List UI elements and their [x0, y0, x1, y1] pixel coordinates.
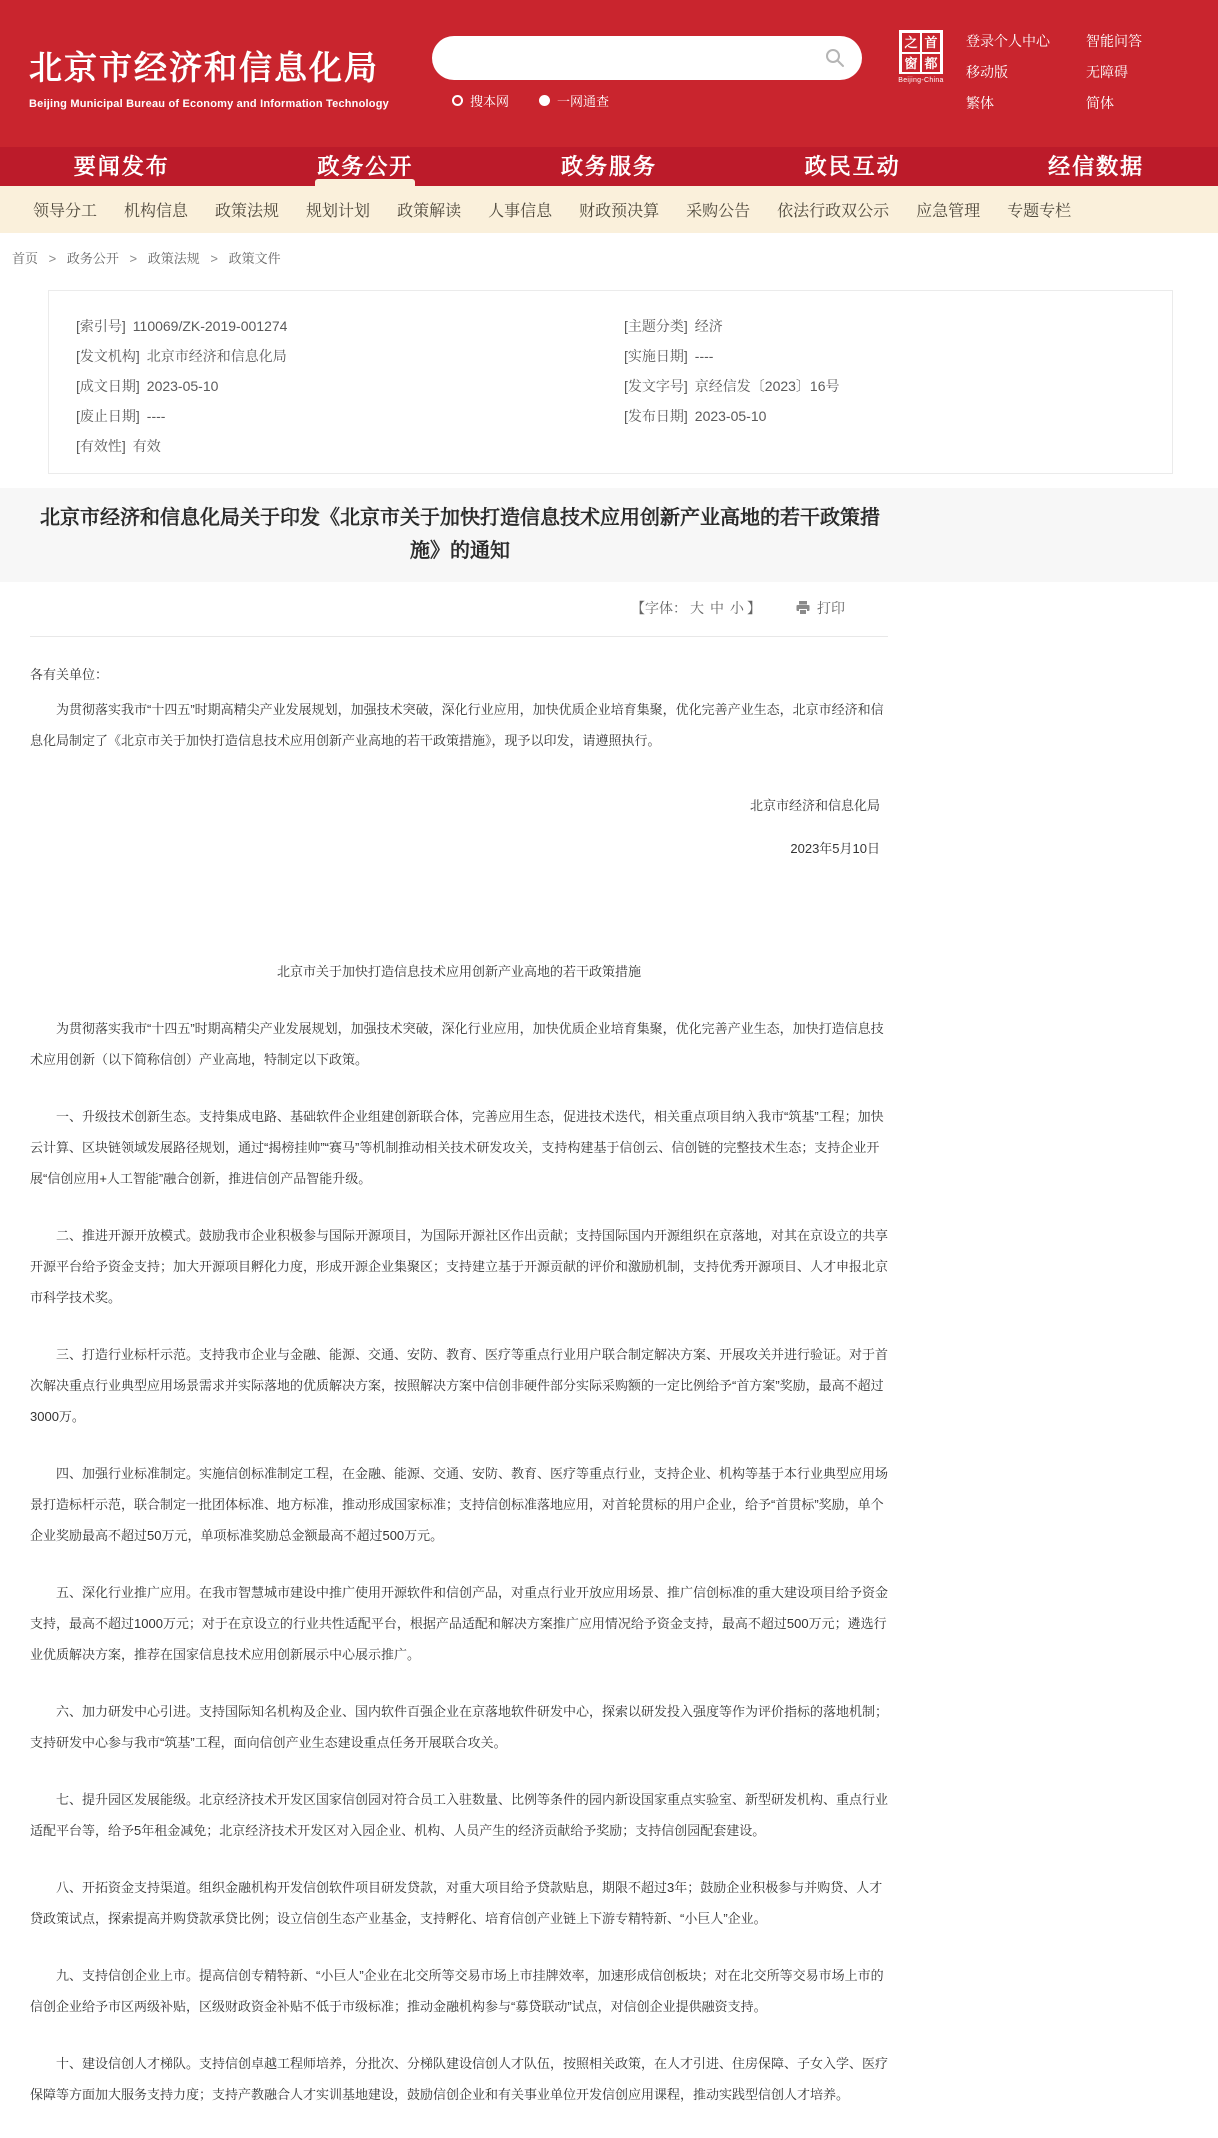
paragraph-5: 五、深化行业推广应用。在我市智慧城市建设中推广使用开源软件和信创产品，对重点行业开放应用场景、推广信创标准的重大建设项目给予资金支持，最高不超过1000万元；对于在京设立的行业共性适配平台，根据产品适配和解决方案推广应用情况给予资金支持，最高不超过500万元；遴选行业优质解决方案，推荐在国家信息技术应用创新展示中心展示推广。 — [30, 1585, 889, 1662]
simplified-chinese-link[interactable]: 简体 — [1086, 95, 1114, 111]
subnav-personnel[interactable]: 人事信息 — [488, 203, 553, 220]
paragraph-7: 七、提升园区发展能级。北京经济技术开发区国家信创园对符合员工入驻数量、比例等条件的园内新设国家重点实验室、新型研发机构、重点行业适配平台等，给予5年租金减免；北京经济技术开发区对入园企业、机构、人员产生的经济贡献给予奖励；支持信创园配套建设。 — [30, 1792, 889, 1838]
search-input[interactable] — [452, 43, 812, 73]
sub-nav — [0, 186, 1218, 233]
printer-icon — [795, 600, 811, 616]
seal-char: 之 — [901, 32, 921, 53]
subnav-policy-interpretation[interactable]: 政策解读 — [397, 203, 462, 220]
search-scope-site-label: 搜本网 — [470, 94, 510, 109]
accessibility-link[interactable]: 无障碍 — [1086, 64, 1128, 80]
print-button[interactable] — [795, 598, 845, 618]
meta-col-left — [76, 311, 624, 461]
breadcrumb-policies[interactable]: 政策法规 — [147, 251, 200, 266]
traditional-chinese-link[interactable]: 繁体 — [966, 95, 994, 111]
seal-char: 窗 — [901, 53, 921, 74]
font-size-medium-button[interactable]: 中 — [710, 600, 724, 616]
meta-publish-date: [发布日期] 2023-05-10 — [624, 408, 767, 424]
title-container — [0, 502, 920, 568]
page-title: 北京市经济和信息化局关于印发《北京市关于加快打造信息技术应用创新产业高地的若干政策措施》的通知 — [40, 507, 880, 562]
subnav-budget[interactable]: 财政预决算 — [579, 203, 660, 220]
breadcrumb — [0, 233, 1218, 279]
seal-char: 都 — [921, 53, 941, 74]
paragraph-1: 一、升级技术创新生态。支持集成电路、基础软件企业组建创新联合体，完善应用生态，促进技术迭代，相关重点项目纳入我市“筑基”工程；加快云计算、区块链领域发展路径规划，通过“揭榜挂帅”“赛马”等机制推动相关技术研发攻关，支持构建基于信创云、信创链的完整技术生态；支持企业开展“信创应用+人工智能”融合创新，推进信创产品智能升级。 — [30, 1109, 884, 1186]
paragraph-9: 九、支持信创企业上市。提高信创专精特新、“小巨人”企业在北交所等交易市场上市挂牌效率，加速形成信创板块；对在北交所等交易市场上市的信创企业给予市区两级补贴，区级财政资金补贴不低于市级标准；推动金融机构参与“募贷联动”试点，对信创企业提供融资支持。 — [30, 1968, 884, 2014]
seal-icon — [899, 30, 943, 74]
breadcrumb-separator: > — [210, 251, 218, 266]
search-box[interactable] — [432, 36, 862, 80]
mobile-version-link[interactable]: 移动版 — [966, 64, 1008, 80]
meta-topic-category: [主题分类] 经济 — [624, 318, 723, 334]
font-size-small-button[interactable]: 小 — [730, 600, 744, 616]
site-subtitle: Beijing Municipal Bureau of Economy and Information Technology — [29, 98, 389, 110]
meta-written-date: [成文日期] 2023-05-10 — [76, 378, 219, 394]
signature-org: 北京市经济和信息化局 — [749, 798, 880, 813]
seal-char: 首 — [921, 32, 941, 53]
site-header — [0, 0, 1218, 147]
radio-dot-icon — [539, 95, 550, 106]
breadcrumb-separator: > — [48, 251, 57, 266]
breadcrumb-current: 政策文件 — [228, 251, 281, 266]
font-controls-prefix: 【字体： — [631, 600, 687, 616]
meta-document-number: [发文字号] 京经信发〔2023〕16号 — [624, 378, 840, 394]
search-scope-all[interactable] — [539, 91, 609, 110]
nav-item-gov-affairs-open[interactable]: 政务公开 — [244, 147, 488, 186]
subnav-emergency[interactable]: 应急管理 — [916, 203, 981, 220]
capital-window-seal-logo[interactable] — [893, 30, 949, 84]
header-links — [966, 31, 1142, 113]
breadcrumb-separator: > — [129, 251, 138, 266]
subnav-org-info[interactable]: 机构信息 — [124, 203, 189, 220]
search-scope-options — [432, 91, 862, 110]
nav-item-industry-data[interactable]: 经信数据 — [1048, 154, 1145, 179]
breadcrumb-home[interactable]: 首页 — [12, 251, 39, 266]
paragraph-3: 三、打造行业标杆示范。支持我市企业与金融、能源、交通、安防、教育、医疗等重点行业用户联合制定解决方案、开展攻关并进行验证。对于首次解决重点行业典型应用场景需求并实际落地的优质解决方案，按照解决方案中信创非硬件部分实际采购额的一定比例给予“首方案”奖励，最高不超过3000万。 — [30, 1347, 889, 1424]
nav-item-gov-services[interactable]: 政务服务 — [560, 154, 657, 179]
site-logo[interactable] — [29, 42, 389, 110]
article-body — [0, 636, 920, 2110]
paragraph-8: 八、开拓资金支持渠道。组织金融机构开发信创软件项目研发贷款，对重大项目给予贷款贴息，期限不超过3年；鼓励企业积极参与并购贷、人才贷政策试点，探索提高并购贷款承贷比例；设立信创生态产业基金，支持孵化、培育信创产业链上下游专精特新、“小巨人”企业。 — [30, 1880, 883, 1926]
subnav-procurement[interactable]: 采购公告 — [686, 203, 751, 220]
login-personal-center-link[interactable]: 登录个人中心 — [966, 33, 1050, 49]
title-band — [0, 488, 1218, 582]
font-size-controls — [631, 598, 761, 618]
header-links-col1 — [966, 31, 1050, 113]
subnav-law-disclosure[interactable]: 依法行政双公示 — [777, 203, 890, 220]
radio-ring-icon — [452, 95, 463, 106]
meta-repeal-date: [废止日期] ---- — [76, 408, 166, 424]
seal-caption: Beijing-China — [898, 77, 944, 84]
attached-document-title: 北京市关于加快打造信息技术应用创新产业高地的若干政策措施 — [276, 964, 641, 979]
document-meta-table — [48, 290, 1173, 474]
search-area — [432, 36, 862, 110]
paragraph-6: 六、加力研发中心引进。支持国际知名机构及企业、国内软件百强企业在京落地软件研发中心，探索以研发投入强度等作为评价指标的落地机制；支持研发中心参与我市“筑基”工程，面向信创产业生态建设重点任务开展联合攻关。 — [30, 1704, 889, 1750]
paragraph-preamble: 为贯彻落实我市“十四五”时期高精尖产业发展规划，加强技术突破，深化行业应用，加快优质企业培育集聚，优化完善产业生态，加快打造信息技术应用创新（以下简称信创）产业高地，特制定以下政策。 — [30, 1021, 884, 1067]
subnav-leadership[interactable]: 领导分工 — [33, 203, 98, 220]
article-divider — [30, 636, 888, 637]
print-label: 打印 — [817, 600, 845, 616]
search-scope-all-label: 一网通查 — [557, 94, 610, 109]
main-nav — [0, 147, 1218, 186]
search-scope-site[interactable] — [452, 91, 509, 110]
intro-paragraph: 为贯彻落实我市“十四五”时期高精尖产业发展规划，加强技术突破，深化行业应用，加快优质企业培育集聚，优化完善产业生态，北京市经济和信息化局制定了《北京市关于加快打造信息技术应用创新产业高地的若干政策措施》，现予以印发，请遵照执行。 — [30, 702, 884, 748]
smart-qa-link[interactable]: 智能问答 — [1086, 33, 1142, 49]
header-links-col2 — [1086, 31, 1142, 113]
meta-issuing-agency: [发文机构] 北京市经济和信息化局 — [76, 348, 287, 364]
font-size-large-button[interactable]: 大 — [690, 600, 704, 616]
signature-date: 2023年5月10日 — [790, 841, 880, 856]
subnav-policies-regs[interactable]: 政策法规 — [215, 203, 280, 220]
salutation: 各有关单位： — [30, 667, 109, 682]
paragraph-4: 四、加强行业标准制定。实施信创标准制定工程，在金融、能源、交通、安防、教育、医疗等重点行业，支持企业、机构等基于本行业典型应用场景打造标杆示范，联合制定一批团体标准、地方标准，推动形成国家标准；支持信创标准落地应用，对首轮贯标的用户企业，给予“首贯标”奖励，单个企业奖励最高不超过50万元，单项标准奖励总金额最高不超过500万元。 — [30, 1466, 889, 1543]
search-icon[interactable] — [824, 47, 846, 69]
paragraph-2: 二、推进开源开放模式。鼓励我市企业积极参与国际开源项目，为国际开源社区作出贡献；支持国际国内开源组织在京落地，对其在京设立的共享开源平台给予资金支持；加大开源项目孵化力度，形成开源企业集聚区；支持建立基于开源贡献的评价和激励机制，支持优秀开源项目、人才申报北京市科学技术奖。 — [30, 1228, 889, 1305]
breadcrumb-gov-open[interactable]: 政务公开 — [66, 251, 119, 266]
meta-implementation-date: [实施日期] ---- — [624, 348, 714, 364]
nav-item-news[interactable]: 要闻发布 — [73, 154, 170, 179]
meta-validity: [有效性] 有效 — [76, 438, 161, 454]
font-controls-suffix: 】 — [747, 600, 761, 616]
nav-item-public-interaction[interactable]: 政民互动 — [804, 154, 901, 179]
subnav-special-topics[interactable]: 专题专栏 — [1007, 203, 1072, 220]
site-title: 北京市经济和信息化局 — [29, 49, 379, 86]
article-controls — [0, 582, 920, 618]
meta-col-right — [624, 311, 1172, 461]
paragraph-10: 十、建设信创人才梯队。支持信创卓越工程师培养，分批次、分梯队建设信创人才队伍，按照相关政策，在人才引进、住房保障、子女入学、医疗保障等方面加大服务支持力度；支持产教融合人才实训基地建设，鼓励信创企业和有关事业单位开发信创应用课程，推动实践型信创人才培养。 — [30, 2056, 889, 2102]
subnav-planning[interactable]: 规划计划 — [306, 203, 371, 220]
meta-index-number: [索引号] 110069/ZK-2019-001274 — [76, 318, 288, 334]
